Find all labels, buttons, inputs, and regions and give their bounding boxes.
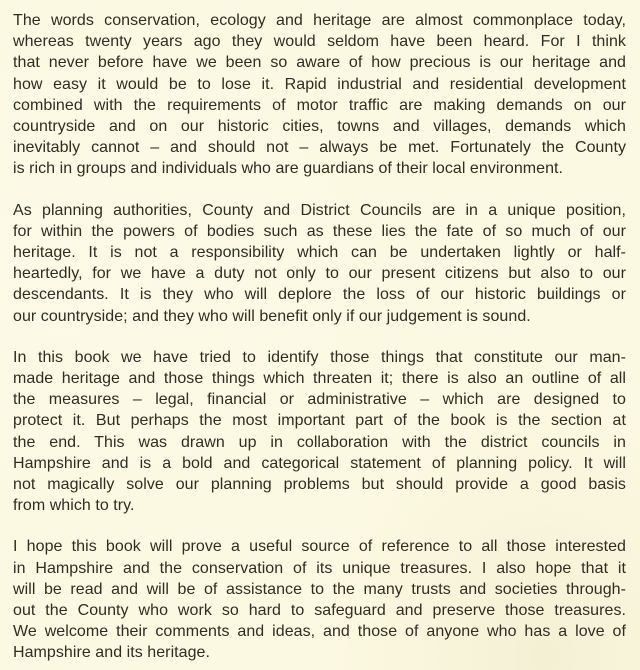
text-line: is rich in groups and individuals who are guardians of their local environment. xyxy=(13,160,564,178)
text-line: protect it. But perhaps the most important part of the book is the section at xyxy=(13,412,626,430)
text-line: the measures – legal, financial or administrative – which are designed to xyxy=(13,391,626,409)
text-line: I hope this book will prove a useful source of reference to all those interested xyxy=(13,538,626,556)
text-line: Hampshire and its heritage. xyxy=(13,644,211,662)
text-line: whereas twenty years ago they would seldom have been heard. For I think xyxy=(13,33,626,51)
text-line: heartedly, for we have a duty not only to our present citizens but also to our xyxy=(13,265,626,283)
paragraph xyxy=(13,10,626,180)
text-line: in Hampshire and the conservation of its unique treasures. I also hope that it xyxy=(13,559,626,577)
text-line: not magically solve our planning problems but should provide a good basis xyxy=(13,476,626,494)
text-line: The words conservation, ecology and heritage are almost commonplace today, xyxy=(13,12,626,29)
text-line: heritage. It is not a responsibility which can be undertaken lightly or half- xyxy=(13,244,626,262)
text-line: will be read and will be of assistance to the many trusts and societies through- xyxy=(13,580,626,598)
text-line: countryside and on our historic cities, towns and villages, demands which xyxy=(13,118,626,136)
text-line: out the County who work so hard to safeguard and preserve those treasures. xyxy=(13,602,626,620)
text-line: We welcome their comments and ideas, and those of anyone who has a love of xyxy=(13,623,626,641)
paragraph xyxy=(13,347,626,517)
text-line: our countryside; and they who will benefit only if our judgement is sound. xyxy=(13,307,531,325)
paragraph xyxy=(13,536,626,663)
text-line: Hampshire and is a bold and categorical statement of planning policy. It will xyxy=(13,454,626,472)
text-line: that never before have we been so aware of how precious is our heritage and xyxy=(13,54,626,72)
paragraph xyxy=(13,200,626,327)
text-line: for within the powers of bodies such as these lies the fate of so much of our xyxy=(13,222,626,240)
text-line: the end. This was drawn up in collaboration with the district councils in xyxy=(13,433,626,451)
page-text xyxy=(13,10,626,664)
text-line: how easy it would be to lose it. Rapid industrial and residential development xyxy=(13,75,626,93)
text-line: inevitably cannot – and should not – always be met. Fortunately the County xyxy=(13,139,626,157)
text-line: descendants. It is they who will deplore the loss of our historic buildings or xyxy=(13,286,626,304)
text-line: from which to try. xyxy=(13,497,135,515)
text-line: made heritage and those things which threaten it; there is also an outline of all xyxy=(13,370,626,388)
text-line: combined with the requirements of motor traffic are making demands on our xyxy=(13,96,626,114)
text-line: In this book we have tried to identify those things that constitute our man- xyxy=(13,348,626,366)
text-line: As planning authorities, County and District Councils are in a unique position, xyxy=(13,201,626,219)
